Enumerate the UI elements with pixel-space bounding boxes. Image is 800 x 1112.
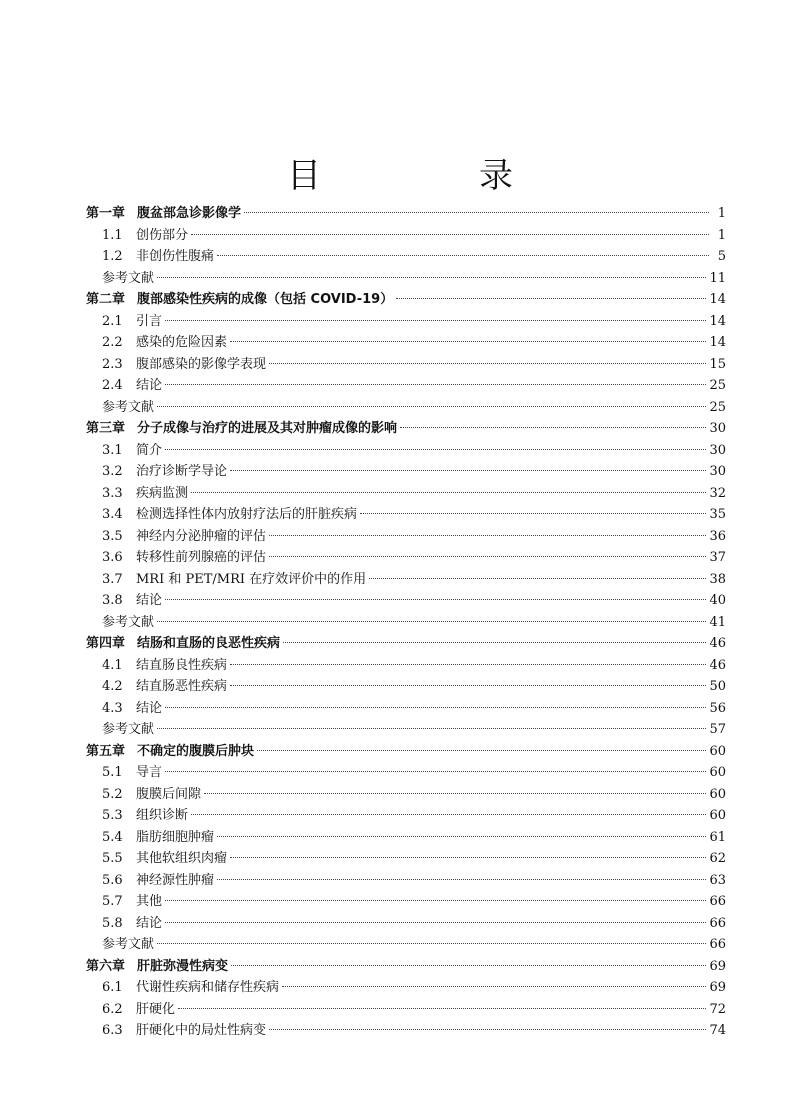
toc-entry-number: 1.1 xyxy=(102,227,123,243)
toc-entry-title: 腹部感染性疾病的成像（包括 COVID-19） xyxy=(137,292,394,307)
toc-entry-page-number: 72 xyxy=(709,1001,726,1017)
toc-entry-section[interactable] xyxy=(86,440,726,462)
toc-entry-page-number: 14 xyxy=(709,335,726,350)
toc-entry-title: 其他 xyxy=(136,894,163,909)
toc-entry-section[interactable] xyxy=(86,375,726,397)
toc-dot-leader xyxy=(230,341,706,342)
toc-entry-section[interactable] xyxy=(86,547,726,569)
toc-dot-leader xyxy=(269,535,706,536)
toc-entry-number: 2.2 xyxy=(102,335,123,350)
toc-entry-page-number: 46 xyxy=(709,657,726,673)
toc-entry-section[interactable] xyxy=(86,999,726,1021)
toc-dot-leader xyxy=(157,621,706,622)
toc-entry-section[interactable] xyxy=(86,590,726,612)
toc-entry-section[interactable] xyxy=(86,332,726,354)
toc-entry-chapter[interactable] xyxy=(86,203,726,225)
toc-entry-page-number: 60 xyxy=(709,808,726,823)
toc-entry-section[interactable] xyxy=(86,246,726,268)
toc-dot-leader xyxy=(178,1008,706,1009)
toc-entry-ref[interactable] xyxy=(86,934,726,956)
toc-entry-number: 6.3 xyxy=(102,1023,123,1038)
toc-entry-page-number: 60 xyxy=(709,743,726,759)
toc-entry-page-number: 46 xyxy=(709,636,726,651)
toc-dot-leader xyxy=(269,1029,706,1030)
toc-entry-title: 参考文献 xyxy=(102,270,155,286)
toc-entry-page-number: 63 xyxy=(709,872,726,888)
toc-entry-page-number: 60 xyxy=(709,765,726,780)
toc-entry-number: 3.8 xyxy=(102,593,123,608)
toc-entry-title: 代谢性疾病和储存性疾病 xyxy=(136,980,280,995)
toc-entry-number: 3.6 xyxy=(102,550,123,565)
toc-entry-number: 5.5 xyxy=(102,851,123,866)
toc-dot-leader xyxy=(157,406,706,407)
toc-entry-section[interactable] xyxy=(86,311,726,333)
toc-entry-page-number: 25 xyxy=(709,399,726,415)
toc-dot-leader xyxy=(396,298,706,299)
toc-entry-section[interactable] xyxy=(86,977,726,999)
toc-entry-page-number: 30 xyxy=(709,442,726,458)
toc-entry-title: 参考文献 xyxy=(102,722,155,737)
toc-entry-page-number: 11 xyxy=(709,270,726,286)
toc-entry-page-number: 1 xyxy=(717,227,726,243)
toc-dot-leader xyxy=(157,277,706,278)
toc-entry-page-number: 14 xyxy=(709,313,726,329)
toc-entry-number: 3.2 xyxy=(102,464,123,479)
toc-entry-page-number: 25 xyxy=(709,378,726,393)
toc-entry-page-number: 41 xyxy=(709,614,726,630)
toc-entry-title: 转移性前列腺癌的评估 xyxy=(136,550,267,565)
toc-entry-page-number: 40 xyxy=(709,593,726,608)
toc-entry-chapter[interactable] xyxy=(86,418,726,440)
toc-entry-title: 结论 xyxy=(136,700,163,716)
toc-entry-number: 第三章 xyxy=(86,421,126,436)
toc-entry-section[interactable] xyxy=(86,891,726,913)
toc-entry-ref[interactable] xyxy=(86,397,726,419)
toc-entry-number: 2.3 xyxy=(102,356,123,372)
toc-dot-leader xyxy=(400,427,706,428)
toc-entry-title: 肝硬化 xyxy=(136,1001,176,1017)
toc-entry-number: 第六章 xyxy=(86,958,126,974)
toc-entry-title: 结论 xyxy=(136,378,163,393)
toc-entry-ref[interactable] xyxy=(86,268,726,290)
toc-entry-title: 结论 xyxy=(136,593,163,608)
toc-entry-title: 感染的危险因素 xyxy=(136,335,228,350)
toc-entry-section[interactable] xyxy=(86,569,726,591)
toc-entry-title: 导言 xyxy=(136,765,163,780)
toc-entry-page-number: 74 xyxy=(709,1023,726,1038)
toc-entry-page-number: 37 xyxy=(709,550,726,565)
toc-entry-page-number: 69 xyxy=(709,958,726,974)
toc-entry-title: 结论 xyxy=(136,915,163,931)
toc-entry-ref[interactable] xyxy=(86,612,726,634)
toc-entry-chapter[interactable] xyxy=(86,289,726,311)
toc-entry-title: 疾病监测 xyxy=(136,485,189,501)
toc-entry-title: 组织诊断 xyxy=(136,808,189,823)
toc-entry-page-number: 15 xyxy=(709,356,726,372)
toc-dot-leader xyxy=(230,664,706,665)
toc-entry-number: 4.2 xyxy=(102,679,123,694)
toc-entry-title: 引言 xyxy=(136,313,163,329)
table-of-contents xyxy=(86,203,726,1042)
toc-entry-title: 其他软组织肉瘤 xyxy=(136,851,228,866)
toc-entry-number: 5.8 xyxy=(102,915,123,931)
toc-entry-chapter[interactable] xyxy=(86,741,726,763)
toc-entry-title: 脂肪细胞肿瘤 xyxy=(136,829,215,845)
toc-dot-leader xyxy=(244,212,709,213)
toc-entry-section[interactable] xyxy=(86,870,726,892)
toc-dot-leader xyxy=(282,986,706,987)
toc-entry-page-number: 60 xyxy=(709,786,726,802)
toc-entry-number: 6.2 xyxy=(102,1001,123,1017)
toc-entry-page-number: 14 xyxy=(709,292,726,307)
toc-entry-number: 3.4 xyxy=(102,507,123,522)
toc-entry-section[interactable] xyxy=(86,676,726,698)
toc-entry-number: 2.1 xyxy=(102,313,123,329)
toc-entry-number: 4.3 xyxy=(102,700,123,716)
toc-dot-leader xyxy=(230,857,706,858)
toc-entry-title: 检测选择性体内放射疗法后的肝脏疾病 xyxy=(136,507,358,522)
toc-entry-title: 参考文献 xyxy=(102,399,155,415)
toc-entry-ref[interactable] xyxy=(86,719,726,741)
toc-dot-leader xyxy=(165,384,706,385)
toc-entry-number: 第二章 xyxy=(86,292,126,307)
toc-entry-section[interactable] xyxy=(86,354,726,376)
toc-dot-leader xyxy=(157,943,706,944)
toc-entry-number: 1.2 xyxy=(102,249,123,264)
toc-entry-section[interactable] xyxy=(86,805,726,827)
toc-entry-section[interactable] xyxy=(86,698,726,720)
toc-entry-page-number: 62 xyxy=(709,851,726,866)
toc-dot-leader xyxy=(165,320,706,321)
toc-dot-leader xyxy=(257,750,706,751)
toc-entry-page-number: 5 xyxy=(717,249,726,264)
toc-entry-title: 肝硬化中的局灶性病变 xyxy=(136,1023,267,1038)
toc-dot-leader xyxy=(217,255,709,256)
toc-entry-title: 神经源性肿瘤 xyxy=(136,872,215,888)
toc-entry-number: 3.7 xyxy=(102,571,123,587)
toc-dot-leader xyxy=(360,513,706,514)
toc-entry-number: 3.1 xyxy=(102,442,123,458)
toc-dot-leader xyxy=(204,793,706,794)
toc-entry-section[interactable] xyxy=(86,848,726,870)
toc-entry-title: 肝脏弥漫性病变 xyxy=(137,958,229,974)
toc-dot-leader xyxy=(217,879,706,880)
toc-entry-number: 5.7 xyxy=(102,894,123,909)
toc-entry-title: MRI 和 PET/MRI 在疗效评价中的作用 xyxy=(136,571,367,587)
toc-entry-title: 创伤部分 xyxy=(136,227,189,243)
toc-dot-leader xyxy=(230,470,706,471)
toc-entry-title: 非创伤性腹痛 xyxy=(136,249,215,264)
toc-entry-section[interactable] xyxy=(86,784,726,806)
toc-entry-section[interactable] xyxy=(86,655,726,677)
toc-entry-chapter[interactable] xyxy=(86,956,726,978)
toc-dot-leader xyxy=(165,900,706,901)
toc-dot-leader xyxy=(165,449,706,450)
toc-dot-leader xyxy=(191,492,706,493)
toc-entry-number: 5.4 xyxy=(102,829,123,845)
toc-dot-leader xyxy=(191,814,706,815)
toc-dot-leader xyxy=(157,728,706,729)
toc-dot-leader xyxy=(165,599,706,600)
toc-entry-page-number: 66 xyxy=(709,937,726,952)
toc-entry-page-number: 66 xyxy=(709,915,726,931)
toc-entry-title: 治疗诊断学导论 xyxy=(136,464,228,479)
toc-entry-page-number: 32 xyxy=(709,485,726,501)
toc-entry-number: 6.1 xyxy=(102,980,123,995)
toc-entry-page-number: 69 xyxy=(709,980,726,995)
toc-entry-number: 5.1 xyxy=(102,765,123,780)
toc-entry-title: 分子成像与治疗的进展及其对肿瘤成像的影响 xyxy=(137,421,398,436)
toc-entry-chapter[interactable] xyxy=(86,633,726,655)
toc-entry-section[interactable] xyxy=(86,483,726,505)
toc-entry-title: 参考文献 xyxy=(102,614,155,630)
toc-entry-section[interactable] xyxy=(86,504,726,526)
toc-entry-section[interactable] xyxy=(86,461,726,483)
toc-entry-page-number: 30 xyxy=(709,464,726,479)
toc-entry-page-number: 1 xyxy=(717,206,726,221)
toc-entry-title: 参考文献 xyxy=(102,937,155,952)
toc-entry-section[interactable] xyxy=(86,526,726,548)
toc-entry-title: 不确定的腹膜后肿块 xyxy=(137,743,255,759)
toc-dot-leader xyxy=(283,642,706,643)
toc-entry-section[interactable] xyxy=(86,827,726,849)
toc-entry-title: 结直肠恶性疾病 xyxy=(136,679,228,694)
toc-entry-section[interactable] xyxy=(86,1020,726,1042)
toc-entry-number: 3.5 xyxy=(102,528,123,544)
toc-entry-section[interactable] xyxy=(86,225,726,247)
toc-dot-leader xyxy=(269,556,706,557)
toc-entry-title: 神经内分泌肿瘤的评估 xyxy=(136,528,267,544)
toc-entry-page-number: 38 xyxy=(709,571,726,587)
toc-entry-title: 腹膜后间隙 xyxy=(136,786,202,802)
toc-entry-page-number: 56 xyxy=(709,700,726,716)
toc-entry-number: 第四章 xyxy=(86,636,126,651)
toc-entry-number: 5.6 xyxy=(102,872,123,888)
toc-entry-number: 第五章 xyxy=(86,743,126,759)
toc-dot-leader xyxy=(165,771,706,772)
toc-entry-title: 结直肠良性疾病 xyxy=(136,657,228,673)
toc-entry-page-number: 36 xyxy=(709,528,726,544)
toc-dot-leader xyxy=(230,685,706,686)
toc-dot-leader xyxy=(165,707,706,708)
toc-entry-number: 3.3 xyxy=(102,485,123,501)
toc-entry-page-number: 35 xyxy=(709,507,726,522)
toc-entry-title: 腹部感染的影像学表现 xyxy=(136,356,267,372)
page-title: 目 录 xyxy=(287,155,575,196)
toc-entry-page-number: 61 xyxy=(709,829,726,845)
toc-entry-title: 腹盆部急诊影像学 xyxy=(137,206,242,221)
toc-dot-leader xyxy=(369,578,706,579)
toc-entry-section[interactable] xyxy=(86,913,726,935)
toc-entry-number: 2.4 xyxy=(102,378,123,393)
toc-dot-leader xyxy=(231,965,706,966)
toc-dot-leader xyxy=(269,363,706,364)
toc-entry-section[interactable] xyxy=(86,762,726,784)
toc-entry-title: 简介 xyxy=(136,442,163,458)
toc-entry-number: 5.2 xyxy=(102,786,123,802)
toc-entry-page-number: 66 xyxy=(709,894,726,909)
toc-entry-title: 结肠和直肠的良恶性疾病 xyxy=(137,636,281,651)
toc-entry-number: 第一章 xyxy=(86,206,126,221)
toc-entry-page-number: 50 xyxy=(709,679,726,694)
toc-entry-page-number: 57 xyxy=(709,722,726,737)
toc-dot-leader xyxy=(165,922,706,923)
toc-dot-leader xyxy=(191,234,709,235)
toc-entry-page-number: 30 xyxy=(709,421,726,436)
toc-entry-number: 5.3 xyxy=(102,808,123,823)
toc-entry-number: 4.1 xyxy=(102,657,123,673)
toc-dot-leader xyxy=(217,836,706,837)
